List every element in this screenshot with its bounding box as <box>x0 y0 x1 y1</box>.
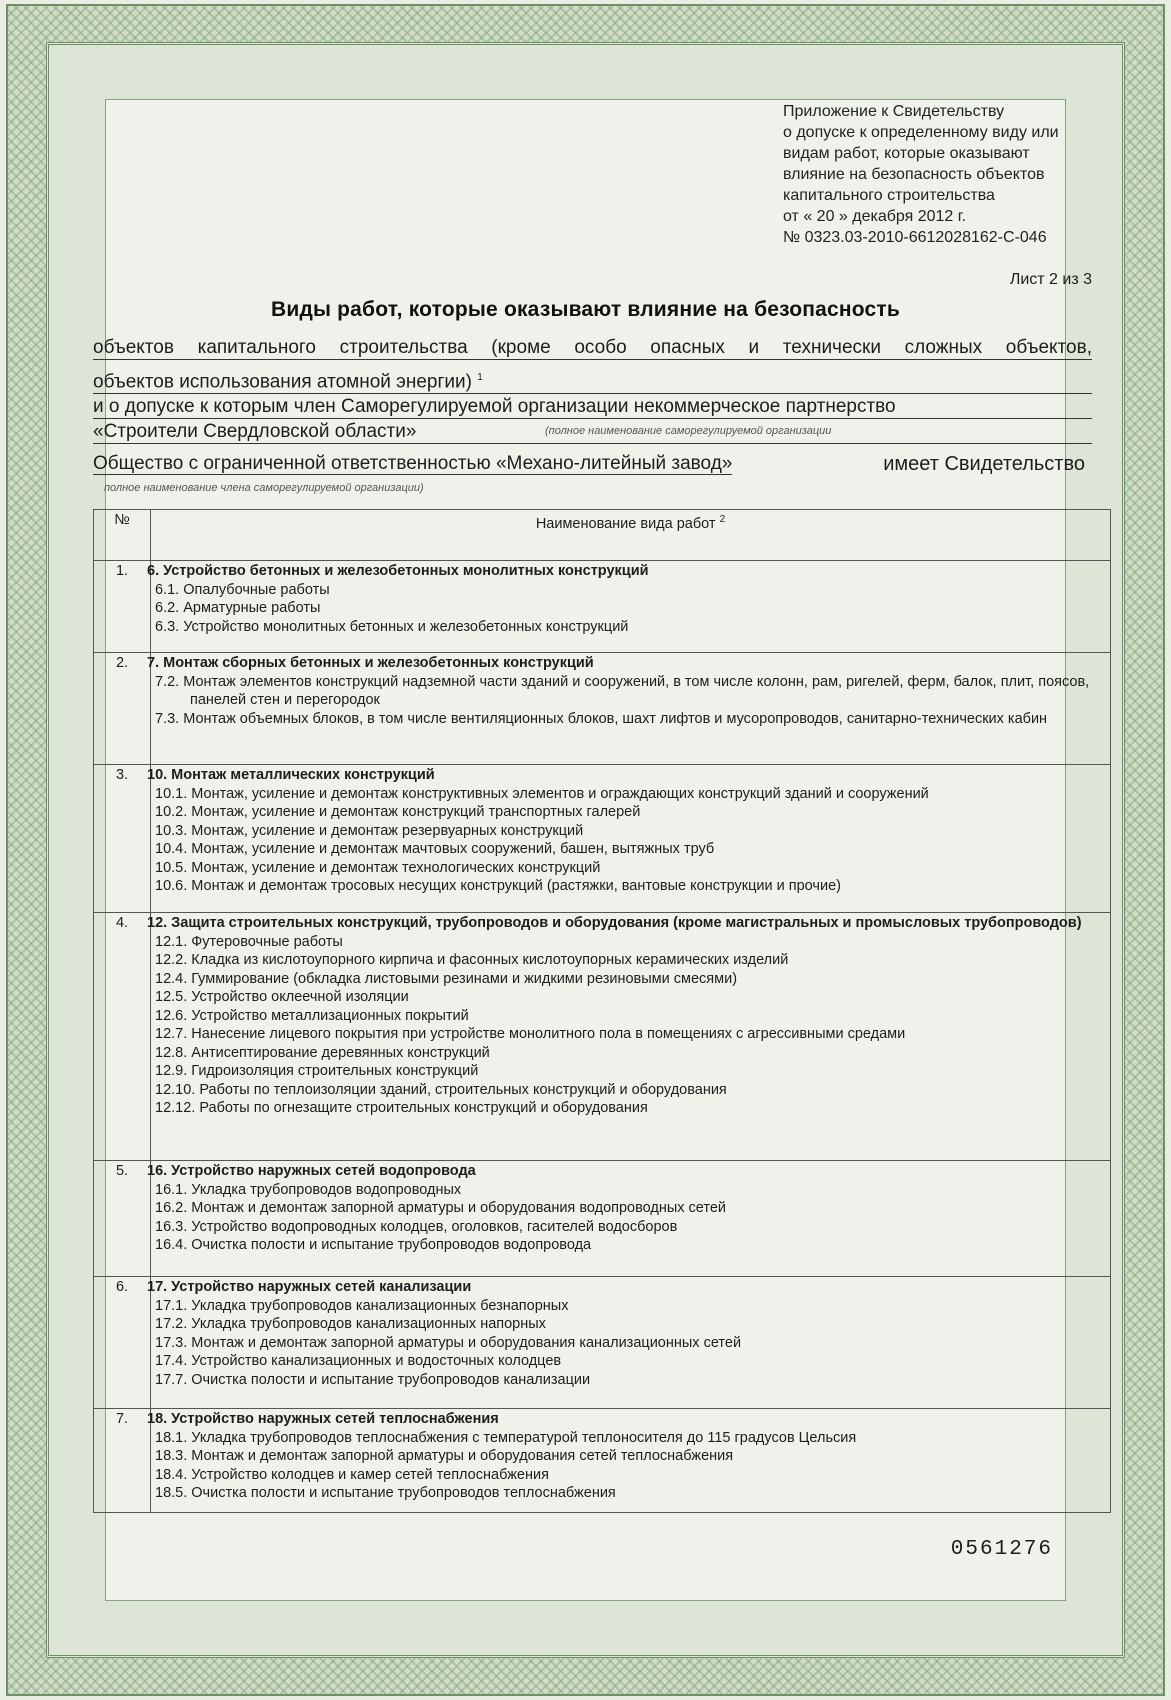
work-item: 10.6. Монтаж и демонтаж тросовых несущих конструкций (растяжки, вантовые конструкции и прочие) <box>155 878 841 894</box>
intro-line-1: объектов капитального строительства (кроме особо опасных и технически сложных объектов, <box>93 337 1092 358</box>
table-row <box>94 561 1111 653</box>
footnote-mark: 1 <box>477 372 483 383</box>
table-header-row <box>94 510 1111 561</box>
work-item: 12.1. Футеровочные работы <box>155 933 343 950</box>
work-item: 10.4. Монтаж, усиление и демонтаж мачтовых сооружений, башен, вытяжных труб <box>155 841 715 857</box>
work-group: 12. Защита строительных конструкций, трубопроводов и оборудования (кроме магистральных и промысловых трубопроводов) <box>147 915 1082 931</box>
work-item: 7.3. Монтаж объемных блоков, в том числе вентиляционных блоков, шахт лифтов и мусоропроводов, санитарно-технических кабин <box>155 710 1048 727</box>
work-item: 10.5. Монтаж, усиление и демонтаж технологических конструкций <box>155 859 601 876</box>
row-number: 1. <box>94 561 151 653</box>
work-item: 17.4. Устройство канализационных и водосточных колодцев <box>155 1353 562 1369</box>
row-content <box>147 653 1111 765</box>
appendix-line: от « 20 » декабря 2012 г. <box>783 208 967 225</box>
work-item: 16.1. Укладка трубопроводов водопроводных <box>155 1181 462 1198</box>
intro-line-2 <box>93 367 1092 394</box>
sro-name-hint: (полное наименование саморегулируемой организации <box>545 425 832 437</box>
document-title: Виды работ, которые оказывают влияние на безопасность <box>270 298 901 321</box>
appendix-line: о допуске к определенному виду или <box>783 124 1059 141</box>
row-content <box>147 765 1111 913</box>
work-item: 10.2. Монтаж, усиление и демонтаж конструкций транспортных галерей <box>155 804 641 820</box>
work-item: 6.2. Арматурные работы <box>155 600 321 616</box>
work-item: 16.4. Очистка полости и испытание трубопроводов водопровода <box>155 1237 592 1253</box>
intro-line-2-text: объектов использования атомной энергии) <box>93 371 472 393</box>
column-header-number: № <box>94 510 151 561</box>
row-number: 7. <box>94 1409 151 1513</box>
column-header-name-text: Наименование вида работ <box>535 515 716 532</box>
sheet-number: Лист 2 из 3 <box>1009 271 1092 288</box>
work-item: 12.12. Работы по огнезащите строительных конструкций и оборудования <box>155 1100 648 1116</box>
row-content <box>147 561 1111 653</box>
work-group: 16. Устройство наружных сетей водопровода <box>147 1163 476 1179</box>
appendix-line: Приложение к Свидетельству <box>783 103 1005 120</box>
table-row <box>94 1161 1111 1277</box>
appendix-line: влияние на безопасность объектов <box>783 166 1045 183</box>
intro-line-3: и о допуске к которым член Саморегулируемой организации некоммерческое партнерство <box>93 396 1092 419</box>
work-item: 17.7. Очистка полости и испытание трубопроводов канализации <box>155 1371 591 1388</box>
row-content <box>147 1161 1111 1277</box>
work-item: 17.2. Укладка трубопроводов канализационных напорных <box>155 1316 546 1332</box>
work-item: 16.3. Устройство водопроводных колодцев, оголовков, гасителей водосборов <box>155 1218 678 1235</box>
work-item: 12.10. Работы по теплоизоляции зданий, строительных конструкций и оборудования <box>155 1081 727 1098</box>
row-number: 2. <box>94 653 151 765</box>
work-item: 16.2. Монтаж и демонтаж запорной арматуры и оборудования водопроводных сетей <box>155 1200 727 1216</box>
appendix-line: видам работ, которые оказывают <box>783 145 1030 162</box>
work-item: 12.8. Антисептирование деревянных конструкций <box>155 1044 490 1061</box>
appendix-header <box>783 101 1103 248</box>
row-content <box>147 913 1111 1161</box>
work-item: 7.2. Монтаж элементов конструкций надземной части зданий и сооружений, в том числе колонн, рам, ригелей, ферм, балок, плит, поясов, панелей стен и перегородок <box>155 673 1090 708</box>
work-item: 6.1. Опалубочные работы <box>155 581 330 598</box>
work-item: 12.7. Нанесение лицевого покрытия при устройстве монолитного пола в помещениях с агрессивными средами <box>155 1026 906 1042</box>
row-number: 3. <box>94 765 151 913</box>
work-item: 18.3. Монтаж и демонтаж запорной арматуры и оборудования сетей теплоснабжения <box>155 1448 734 1464</box>
work-item: 12.2. Кладка из кислотоупорного кирпича и фасонных кислотоупорных керамических изделий <box>155 952 789 968</box>
member-name: Общество с ограниченной ответственностью «Механо-литейный завод» <box>93 453 733 474</box>
work-item: 12.5. Устройство оклеечной изоляции <box>155 989 409 1005</box>
work-item: 18.1. Укладка трубопроводов теплоснабжения с температурой теплоносителя до 115 градусов Цельсия <box>155 1429 857 1446</box>
work-item: 17.3. Монтаж и демонтаж запорной арматуры и оборудования канализационных сетей <box>155 1334 742 1351</box>
table-row <box>94 913 1111 1161</box>
serial-number: 0561276 <box>950 1538 1053 1561</box>
row-number: 4. <box>94 913 151 1161</box>
work-item: 17.1. Укладка трубопроводов канализационных безнапорных <box>155 1297 569 1314</box>
table-row <box>94 653 1111 765</box>
row-number: 5. <box>94 1161 151 1277</box>
work-group: 17. Устройство наружных сетей канализации <box>147 1279 472 1295</box>
appendix-line: капитального строительства <box>783 187 995 204</box>
row-content <box>147 1409 1111 1513</box>
work-item: 18.4. Устройство колодцев и камер сетей теплоснабжения <box>155 1466 549 1483</box>
work-item: 10.3. Монтаж, усиление и демонтаж резервуарных конструкций <box>155 822 584 839</box>
work-item: 6.3. Устройство монолитных бетонных и железобетонных конструкций <box>155 618 629 635</box>
work-item: 12.6. Устройство металлизационных покрытий <box>155 1007 469 1024</box>
work-item: 18.5. Очистка полости и испытание трубопроводов теплоснабжения <box>155 1485 616 1501</box>
row-number: 6. <box>94 1277 151 1409</box>
table-row <box>94 1277 1111 1409</box>
table-row <box>94 1409 1111 1513</box>
column-header-name <box>151 510 1111 561</box>
work-group: 10. Монтаж металлических конструкций <box>147 767 435 783</box>
work-group: 6. Устройство бетонных и железобетонных монолитных конструкций <box>147 563 649 579</box>
footnote-mark: 2 <box>719 514 726 525</box>
work-item: 12.9. Гидроизоляция строительных конструкций <box>155 1063 479 1079</box>
work-group: 18. Устройство наружных сетей теплоснабжения <box>147 1411 499 1427</box>
sro-name: «Строители Свердловской области» <box>93 421 417 442</box>
has-certificate-text: имеет Свидетельство <box>883 453 1085 475</box>
row-content <box>147 1277 1111 1409</box>
table-row <box>94 765 1111 913</box>
work-group: 7. Монтаж сборных бетонных и железобетонных конструкций <box>147 655 594 671</box>
member-name-hint: полное наименование члена саморегулируемой организации) <box>104 482 424 494</box>
work-item: 10.1. Монтаж, усиление и демонтаж конструктивных элементов и ограждающих конструкций зданий и сооружений <box>155 785 929 802</box>
work-item: 12.4. Гуммирование (обкладка листовыми резинами и жидкими резиновыми смесями) <box>155 970 738 987</box>
works-table <box>93 509 1111 1513</box>
appendix-line: № 0323.03-2010-6612028162-С-046 <box>783 229 1047 246</box>
